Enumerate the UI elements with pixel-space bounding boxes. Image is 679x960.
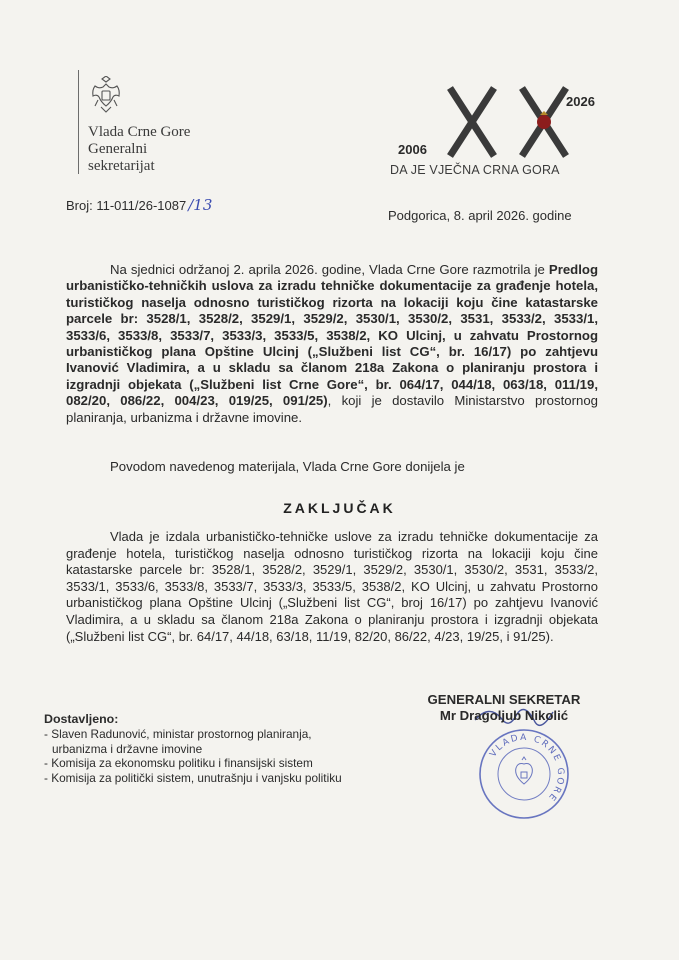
- intro-tail: , koji je dostavilo Ministarstvo prostornog planiranja, urbanizma i državne imovine.: [66, 393, 598, 425]
- institution-line: sekretarijat: [88, 158, 155, 174]
- list-item: - Komisija za ekonomsku politiku i finansijski sistem: [44, 756, 313, 771]
- official-stamp: [478, 728, 570, 820]
- signatory-block: [404, 692, 604, 724]
- distribution-list: [44, 712, 342, 785]
- jubilee-logo: [388, 84, 602, 184]
- list-item: - Komisija za politički sistem, unutrašnju i vanjsku politiku: [44, 770, 342, 785]
- signatory-title: GENERALNI SEKRETAR: [427, 692, 581, 707]
- signatory-name: Mr Dragoljub Nikolić: [439, 708, 569, 723]
- intro-text: Na sjednici održanoj 2. aprila 2026. godine, Vlada Crne Gore razmotrila je: [110, 262, 549, 277]
- decision-intro: Povodom navedenog materijala, Vlada Crne Gore donijela je: [110, 459, 465, 474]
- institution-name: [88, 124, 190, 175]
- proposal-title: Predlog urbanističko-tehničkih uslova za izradu tehničke dokumentacije za građenje hotela, turističkog naselja odnosno turističkog rizorta na lokaciji koju čine katastarske parcele br: 3528/1, 3528/2, 3529/1, 3529/2, 3530/1, 3530/2, 3531, 3533/2, 3533/1, 3533/6, 3533/8, 3533/7, 3533/3, 3533/5, 3538/2, KO Ulcinj, u zahvatu Prostornog urbanističkog plana Opštine Ulcinj („Službeni list CG“, br. 16/17) po zahtjevu Ivanović Vladimira, a u skladu sa članom 218a Zakona o planiranju prostora i izgradnji objekata („Službeni list Crne Gore“, br. 064/17, 044/18, 063/18, 011/19, 082/20, 086/22, 004/23, 019/25, 091/25): [66, 262, 598, 409]
- header-divider: [78, 70, 79, 174]
- jubilee-year-end: 2026: [566, 94, 595, 109]
- jubilee-year-start: 2006: [398, 142, 427, 157]
- broj-label: Broj: 11-011/26-1087: [66, 198, 187, 213]
- distribution-heading: Dostavljeno:: [44, 712, 119, 726]
- conclusion-heading: ZAKLJUČAK: [283, 500, 396, 516]
- place-date: Podgorica, 8. april 2026. godine: [388, 208, 572, 223]
- coat-of-arms-icon: [89, 76, 123, 114]
- jubilee-motto: DA JE VJEČNA CRNA GORA: [390, 163, 560, 177]
- list-item: urbanizma i državne imovine: [52, 741, 203, 756]
- institution-line: Vlada Crne Gore: [88, 124, 191, 140]
- institution-line: Generalni: [88, 141, 148, 157]
- svg-text:VLADA CRNE GORE: VLADA CRNE GORE: [488, 732, 566, 804]
- intro-paragraph: [66, 262, 598, 426]
- xx-monogram-icon: [446, 84, 574, 160]
- conclusion-paragraph: Vlada je izdala urbanističko-tehničke uslove za izradu tehničke dokumentacije za građenje hotela, turističkog naselja odnosno turističkog rizorta na lokaciji koju čine katastarske parcele br: 3528/1, 3528/2, 3529/1, 3529/2, 3530/1, 3530/2, 3531, 3533/2, 3533/1, 3533/6, 3533/8, 3533/7, 3533/3, 3533/5, 3538/2, KO Ulcinj, u zahvatu Prostorno urbanističkog plana Opštine Ulcinj („Službeni list CG“, broj 16/17) po zahtjevu Ivanović Vladimira, a u skladu sa članom 218a Zakona o planiranju prostora i izgradnji objekata („Službeni list CG“, br. 64/17, 44/18, 63/18, 11/19, 82/20, 86/22, 4/23, 19/25, i 91/25).: [66, 529, 598, 644]
- list-item: - Slaven Radunović, ministar prostornog planiranja,: [44, 727, 312, 742]
- reference-number: [66, 196, 212, 214]
- handwritten-number: /13: [188, 196, 213, 214]
